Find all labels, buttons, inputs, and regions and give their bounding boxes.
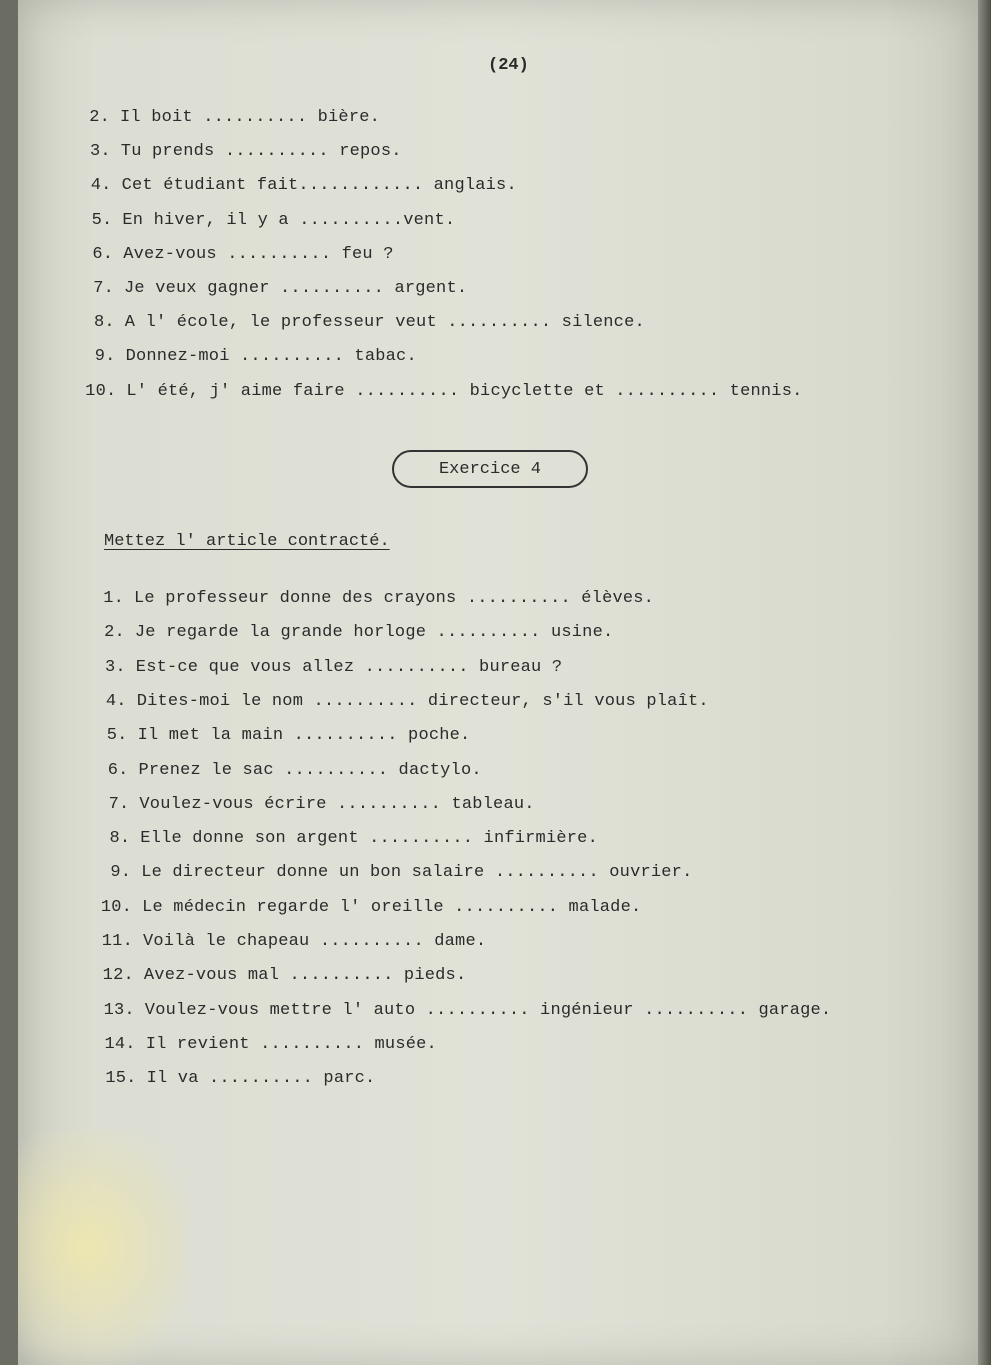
- item-text: Voulez-vous écrire .......... tableau.: [139, 794, 535, 814]
- page-edge-shadow: [978, 0, 991, 1365]
- item-text: Le professeur donne des crayons .......... élèves.: [134, 589, 655, 608]
- item-number: 8.: [109, 829, 131, 849]
- item-text: Il boit .......... bière.: [120, 108, 381, 127]
- item-text: Est-ce que vous allez .......... bureau ?: [135, 657, 563, 677]
- list-item: [98, 898, 641, 917]
- item-text: Avez-vous mal .......... pieds.: [143, 966, 467, 986]
- list-item: [101, 1001, 832, 1020]
- list-item: [91, 623, 613, 642]
- item-text: Prenez le sac .......... dactylo.: [138, 760, 482, 780]
- list-item: [100, 966, 466, 985]
- item-text: Il met la main .......... poche.: [137, 726, 471, 746]
- list-item: [81, 313, 645, 332]
- item-text: Cet étudiant fait............ anglais.: [121, 176, 517, 196]
- exercise4-instruction: Mettez l' article contracté.: [104, 532, 390, 551]
- item-text: L' été, j' aime faire .......... bicyclette et .......... tennis.: [126, 381, 803, 401]
- item-number: 6.: [92, 244, 114, 264]
- paper-stain: [18, 1130, 188, 1365]
- list-item: [79, 245, 393, 264]
- item-text: Avez-vous .......... feu ?: [123, 244, 394, 264]
- item-number: 13.: [103, 1000, 135, 1020]
- item-text: Je veux gagner .......... argent.: [124, 279, 468, 298]
- item-number: 10.: [85, 381, 117, 401]
- list-item: [103, 1069, 376, 1088]
- list-item: [92, 658, 562, 677]
- list-item: [90, 589, 654, 608]
- item-number: 9.: [94, 347, 116, 367]
- item-number: 1.: [103, 589, 124, 608]
- item-number: 8.: [93, 313, 115, 333]
- item-text: Tu prends .......... repos.: [120, 142, 402, 162]
- item-number: 14.: [104, 1034, 136, 1054]
- list-item: [78, 176, 517, 195]
- item-number: 2.: [89, 108, 110, 127]
- list-item: [93, 692, 709, 711]
- item-number: 5.: [91, 210, 113, 230]
- item-text: Il revient .......... musée.: [145, 1034, 437, 1054]
- item-text: Donnez-moi .......... tabac.: [125, 347, 417, 367]
- item-number: 9.: [110, 863, 132, 883]
- list-item: [96, 829, 598, 848]
- list-item: [82, 382, 802, 401]
- item-text: Elle donne son argent .......... infirmière.: [140, 829, 598, 849]
- list-item: [94, 726, 471, 745]
- list-item: [77, 142, 402, 161]
- item-text: En hiver, il y a ..........vent.: [122, 210, 456, 230]
- list-item: [78, 211, 455, 230]
- item-number: 6.: [107, 760, 129, 780]
- list-item: [76, 108, 380, 127]
- item-number: 12.: [102, 966, 134, 986]
- exercise4-title: Exercice 4: [438, 459, 542, 479]
- item-number: 2.: [104, 623, 125, 643]
- item-text: Il va .......... parc.: [146, 1069, 376, 1089]
- item-number: 5.: [106, 726, 128, 746]
- item-text: Voilà le chapeau .......... dame.: [143, 932, 487, 951]
- item-number: 4.: [105, 691, 127, 711]
- list-item: [102, 1035, 437, 1054]
- item-text: Le médecin regarde l' oreille .......... malade.: [142, 897, 642, 917]
- item-number: 7.: [108, 794, 130, 814]
- list-item: [95, 761, 482, 780]
- list-item: [99, 932, 486, 951]
- item-number: 4.: [90, 176, 112, 196]
- item-text: Dites-moi le nom .......... directeur, s'il vous plaît.: [136, 691, 709, 711]
- item-text: A l' école, le professeur veut .......... silence.: [124, 313, 645, 333]
- list-item: [95, 795, 534, 814]
- item-number: 11.: [101, 932, 133, 951]
- item-number: 15.: [105, 1069, 137, 1089]
- item-number: 3.: [104, 657, 126, 677]
- item-text: Le directeur donne un bon salaire .......... ouvrier.: [141, 863, 693, 883]
- item-number: 3.: [89, 142, 111, 162]
- item-number: 10.: [100, 897, 133, 917]
- page-number: (24): [488, 56, 529, 75]
- list-item: [80, 279, 467, 298]
- list-item: [97, 863, 692, 882]
- item-number: 7.: [93, 279, 114, 298]
- item-text: Je regarde la grande horloge .......... usine.: [134, 623, 614, 643]
- exercise4-title-box: [392, 450, 588, 488]
- list-item: [82, 347, 417, 366]
- item-text: Voulez-vous mettre l' auto .......... ingénieur .......... garage.: [144, 1000, 832, 1020]
- document-page: [18, 0, 978, 1365]
